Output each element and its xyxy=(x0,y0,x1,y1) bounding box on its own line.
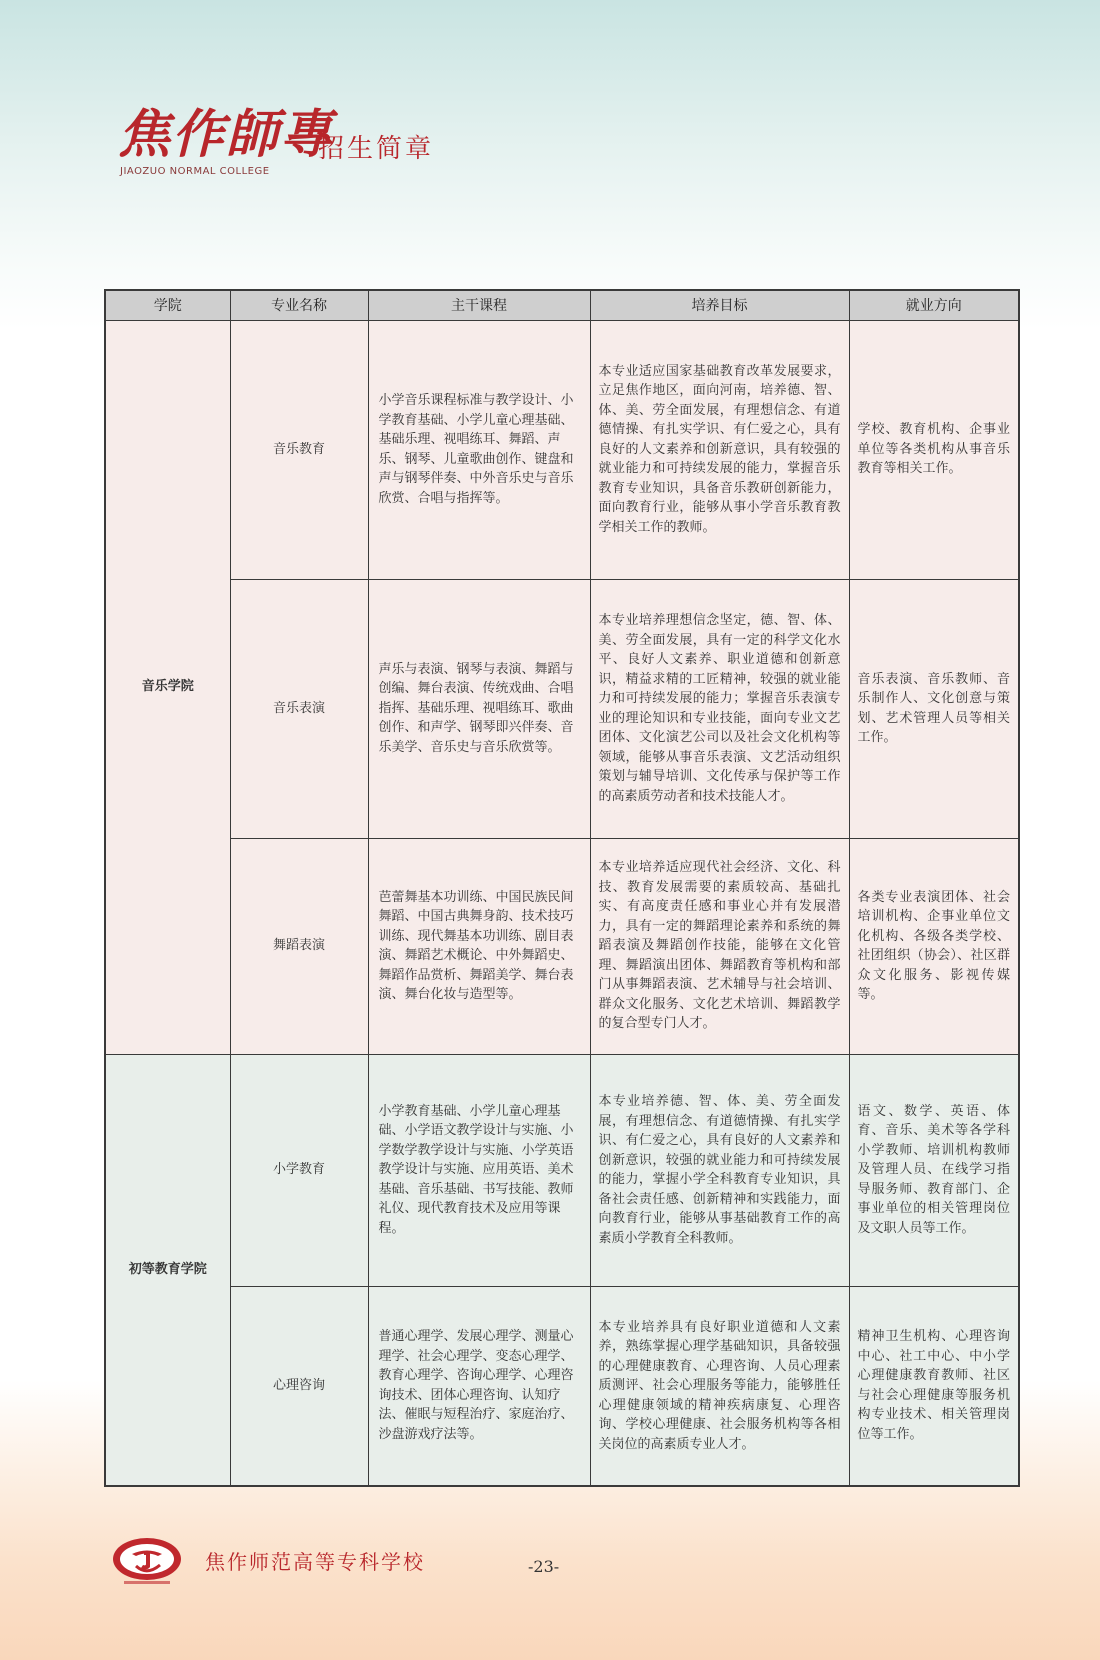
table-row xyxy=(105,579,1019,838)
goal-cell: 本专业适应国家基础教育改革发展要求，立足焦作地区，面向河南，培养德、智、体、美、劳全面发展，有理想信念、有道德情操、有扎实学识、有仁爱之心，具有良好的人文素养和创新意识，具有较强的就业能力和可持续发展的能力，掌握音乐教育专业知识，具备音乐教研创新能力，面向教育行业，能够从事小学音乐教育教学相关工作的教师。 xyxy=(590,320,849,579)
header-career-direction: 就业方向 xyxy=(849,290,1019,320)
major-name-cell: 小学教育 xyxy=(230,1054,368,1286)
table-row xyxy=(105,1054,1019,1286)
major-name-cell: 音乐表演 xyxy=(230,579,368,838)
table-row xyxy=(105,320,1019,579)
logo-calligraphy: 焦作師專 xyxy=(118,104,335,165)
table-header-row xyxy=(105,290,1019,320)
header-college: 学院 xyxy=(105,290,230,320)
school-name: 焦作师范高等专科学校 xyxy=(205,1550,425,1574)
career-cell: 精神卫生机构、心理咨询中心、社工中心、中小学心理健康教育教师、社区与社会心理健康等服务机构专业技术、相关管理岗位等工作。 xyxy=(849,1286,1019,1486)
header-major-name: 专业名称 xyxy=(230,290,368,320)
major-name-cell: 音乐教育 xyxy=(230,320,368,579)
major-name-cell: 心理咨询 xyxy=(230,1286,368,1486)
career-cell: 音乐表演、音乐教师、音乐制作人、文化创意与策划、艺术管理人员等相关工作。 xyxy=(849,579,1019,838)
career-cell: 语文、数学、英语、体育、音乐、美术等各学科小学教师、培训机构教师及管理人员、在线学习指导服务师、教育部门、企事业单位的相关管理岗位及文职人员等工作。 xyxy=(849,1054,1019,1286)
goal-cell: 本专业培养适应现代社会经济、文化、科技、教育发展需要的素质较高、基础扎实、有高度责任感和事业心并有发展潜力，具有一定的舞蹈理论素养和系统的舞蹈表演及舞蹈创作技能，能够在文化管理、舞蹈演出团体、舞蹈教育等机构和部门从事舞蹈表演、艺术辅导与社会培训、群众文化服务、文化艺术培训、舞蹈教学的复合型专门人才。 xyxy=(590,838,849,1054)
table-row xyxy=(105,838,1019,1054)
courses-cell: 小学音乐课程标准与教学设计、小学教育基础、小学儿童心理基础、基础乐理、视唱练耳、舞蹈、声乐、钢琴、儿童歌曲创作、键盘和声与钢琴伴奏、中外音乐史与音乐欣赏、合唱与指挥等。 xyxy=(368,320,590,579)
page-number: -23- xyxy=(528,1557,560,1576)
career-cell: 学校、教育机构、企事业单位等各类机构从事音乐教育等相关工作。 xyxy=(849,320,1019,579)
goal-cell: 本专业培养具有良好职业道德和人文素养，熟练掌握心理学基础知识，具备较强的心理健康教育、心理咨询、人员心理素质测评、社会心理服务等能力，能够胜任心理健康领域的精神疾病康复、心理咨询、学校心理健康、社会服务机构等各相关岗位的高素质专业人才。 xyxy=(590,1286,849,1486)
courses-cell: 普通心理学、发展心理学、测量心理学、社会心理学、变态心理学、教育心理学、咨询心理学、心理咨询技术、团体心理咨询、认知疗法、催眠与短程治疗、家庭治疗、沙盘游戏疗法等。 xyxy=(368,1286,590,1486)
college-cell: 音乐学院 xyxy=(105,320,230,1054)
header-main-courses: 主干课程 xyxy=(368,290,590,320)
major-name-cell: 舞蹈表演 xyxy=(230,838,368,1054)
school-emblem-icon xyxy=(110,1534,184,1588)
goal-cell: 本专业培养德、智、体、美、劳全面发展，有理想信念、有道德情操、有扎实学识、有仁爱之心，具有良好的人文素养和创新意识，较强的就业能力和可持续发展的能力，掌握小学全科教育专业知识，具备社会责任感、创新精神和实践能力，面向教育行业，能够从事基础教育工作的高素质小学教育全科教师。 xyxy=(590,1054,849,1286)
career-cell: 各类专业表演团体、社会培训机构、企事业单位文化机构、各级各类学校、社团组织（协会）、社区群众文化服务、影视传媒等。 xyxy=(849,838,1019,1054)
goal-cell: 本专业培养理想信念坚定，德、智、体、美、劳全面发展，具有一定的科学文化水平、良好人文素养、职业道德和创新意识，精益求精的工匠精神，较强的就业能力和可持续发展的能力；掌握音乐表演专业的理论知识和专业技能，面向专业文艺团体、文化演艺公司以及社会文化机构等领域，能够从事音乐表演、文艺活动组织策划与辅导培训、文化传承与保护等工作的高素质劳动者和技术技能人才。 xyxy=(590,579,849,838)
brochure-title: 招生简章 xyxy=(318,134,435,164)
courses-cell: 芭蕾舞基本功训练、中国民族民间舞蹈、中国古典舞身韵、技术技巧训练、现代舞基本功训练、剧目表演、舞蹈艺术概论、中外舞蹈史、舞蹈作品赏析、舞蹈美学、舞台表演、舞台化妆与造型等。 xyxy=(368,838,590,1054)
table-row xyxy=(105,1286,1019,1486)
logo-english-name: JIAOZUO NORMAL COLLEGE xyxy=(120,166,270,177)
courses-cell: 声乐与表演、钢琴与表演、舞蹈与创编、舞台表演、传统戏曲、合唱指挥、基础乐理、视唱练耳、歌曲创作、和声学、钢琴即兴伴奏、音乐美学、音乐史与音乐欣赏等。 xyxy=(368,579,590,838)
majors-table xyxy=(104,289,1020,1487)
courses-cell: 小学教育基础、小学儿童心理基础、小学语文教学设计与实施、小学数学教学设计与实施、小学英语教学设计与实施、应用英语、美术基础、音乐基础、书写技能、教师礼仪、现代教育技术及应用等课程。 xyxy=(368,1054,590,1286)
header-training-goal: 培养目标 xyxy=(590,290,849,320)
college-cell: 初等教育学院 xyxy=(105,1054,230,1486)
